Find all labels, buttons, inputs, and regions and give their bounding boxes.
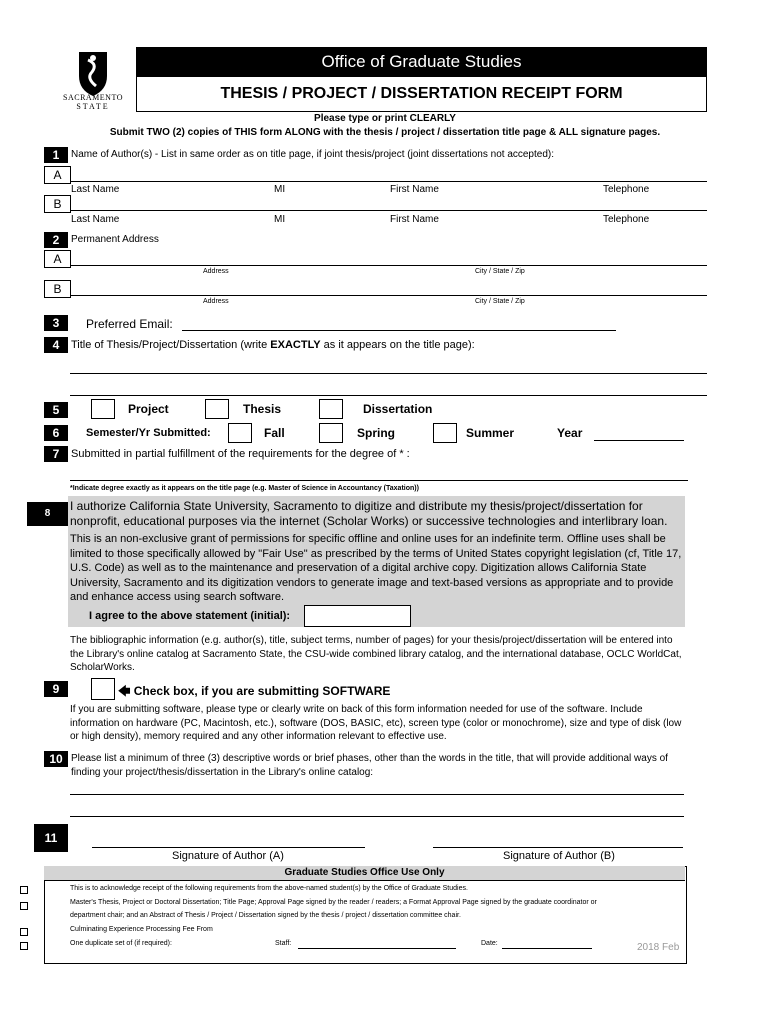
date-label: Date: [481, 940, 498, 947]
degree-field[interactable] [70, 480, 688, 481]
author-b-name-field[interactable] [70, 210, 707, 211]
section-8-number: 8 [27, 502, 68, 526]
section-2-label: Permanent Address [71, 234, 159, 245]
signature-b-field[interactable] [433, 847, 683, 848]
hornet-seal-icon [62, 48, 124, 98]
author-a-name-field[interactable] [70, 181, 707, 182]
email-label: Preferred Email: [86, 317, 173, 331]
author-b-first-label: First Name [390, 214, 439, 225]
address-b-address-label: Address [203, 298, 229, 305]
spring-checkbox[interactable] [319, 423, 343, 443]
instruction-print: Please type or print CLEARLY [314, 113, 456, 124]
office-row-4-checkbox[interactable] [20, 942, 28, 950]
degree-label: Submitted in partial fulfillment of the requirements for the degree of * : [71, 448, 410, 460]
address-a-csz-label: City / State / Zip [475, 268, 525, 275]
staff-field[interactable] [298, 948, 456, 949]
author-a-letter: A [44, 166, 71, 184]
fall-checkbox[interactable] [228, 423, 252, 443]
author-a-telephone-label: Telephone [603, 184, 650, 195]
degree-note: *Indicate degree exactly as it appears on the title page (e.g. Master of Science in Accountancy (Taxation)) [70, 485, 419, 492]
version-label: 2018 Feb [637, 942, 680, 953]
address-b-field[interactable] [70, 295, 707, 296]
office-row-3-text: Culminating Experience Processing Fee From [70, 926, 213, 933]
title-field-line-1[interactable] [70, 373, 707, 374]
form-title: THESIS / PROJECT / DISSERTATION RECEIPT FORM [136, 76, 707, 112]
authorization-text-2: This is an non-exclusive grant of permissions for specific offline and online uses for an indefinite term. Offline uses shall be limited to those specifically allowed by "Fair Use" as prescribed by the terms of United States copyright legislation (cf, Title 17, U.S. Code) as well as to the maintenance and preservation of a digital archive copy. Digitization allows California State University, Sacramento and its digitization vendors to generate image and text-based versions as appropriate and to provide and enhance access using search software. [70, 533, 682, 604]
bibliographic-text: The bibliographic information (e.g. author(s), title, subject terms, number of pages) for your thesis/project/dissertation will be entered into the Library's online catalog at Sacramento State, the CSU-wide combined library catalog, and the international database, OCLC WorldCat, ScholarWorks. [70, 635, 682, 673]
section-5-number: 5 [44, 402, 68, 418]
logo-text-line2: STATE [76, 102, 110, 111]
section-1-label: Name of Author(s) - List in same order as on title page, if joint thesis/project (joint dissertations not accepted): [71, 149, 555, 160]
office-row-1-checkbox[interactable] [20, 886, 28, 894]
instruction-submit: Submit TWO (2) copies of THIS form ALONG with the thesis / project / dissertation title page & ALL signature pages. [109, 127, 661, 138]
section-11-number: 11 [34, 824, 68, 852]
author-a-first-label: First Name [390, 184, 439, 195]
office-row-2-checkbox[interactable] [20, 902, 28, 910]
date-field[interactable] [502, 948, 592, 949]
author-b-mi-label: MI [274, 214, 286, 225]
section-4-number: 4 [44, 337, 68, 353]
address-a-field[interactable] [70, 265, 707, 266]
project-checkbox[interactable] [91, 399, 115, 419]
signature-a-label: Signature of Author (A) [172, 850, 284, 862]
software-label: 🡄 Check box, if you are submitting SOFTWARE [118, 684, 391, 698]
title-label-post: as it appears on the title page): [320, 339, 475, 351]
keywords-field-line-2[interactable] [70, 816, 684, 817]
summer-checkbox[interactable] [433, 423, 457, 443]
section-1-number: 1 [44, 147, 68, 163]
author-a-last-label: Last Name [71, 184, 120, 195]
year-field[interactable] [594, 440, 684, 441]
title-field-line-2[interactable] [70, 395, 707, 396]
signature-a-field[interactable] [92, 847, 365, 848]
logo-text-line1: SACRAMENTO [63, 93, 123, 102]
author-a-mi-label: MI [274, 184, 286, 195]
section-3-number: 3 [44, 315, 68, 331]
office-row-3-checkbox[interactable] [20, 928, 28, 936]
section-7-number: 7 [44, 446, 68, 462]
section-10-number: 10 [44, 751, 68, 767]
keywords-field-line-1[interactable] [70, 794, 684, 795]
address-b-csz-label: City / State / Zip [475, 298, 525, 305]
section-2-number: 2 [44, 232, 68, 248]
thesis-checkbox[interactable] [205, 399, 229, 419]
summer-label: Summer [466, 426, 515, 440]
authorization-text-1: I authorize California State University, Sacramento to digitize and distribute my thesis/project/dissertation for nonprofit, educational purposes via the internet (Scholar Works) or successive technologies and interlibrary loan. [70, 499, 668, 528]
author-b-letter: B [44, 195, 71, 213]
email-field[interactable] [182, 330, 616, 331]
spring-label: Spring [357, 426, 395, 440]
fall-label: Fall [264, 426, 285, 440]
office-row-2-text-b: department chair; and an Abstract of Thesis / Project / Dissertation signed by the thesis / project / dissertation committee chair. [70, 912, 461, 919]
software-checkbox[interactable] [91, 678, 115, 700]
dissertation-label: Dissertation [363, 402, 433, 416]
university-logo [62, 48, 124, 118]
address-b-letter: B [44, 280, 71, 298]
author-b-telephone-label: Telephone [603, 214, 650, 225]
title-label [71, 339, 475, 351]
agree-label: I agree to the above statement (initial): [89, 610, 291, 622]
staff-label: Staff: [275, 940, 292, 947]
office-row-1-text: This is to acknowledge receipt of the following requirements from the above-named student(s) by the Office of Graduate Studies. [70, 885, 468, 892]
signature-b-label: Signature of Author (B) [503, 850, 615, 862]
address-a-address-label: Address [203, 268, 229, 275]
initial-field[interactable] [304, 605, 411, 627]
office-row-4-text: One duplicate set of (if required): [70, 940, 172, 947]
office-row-2-text-a: Master's Thesis, Project or Doctoral Dissertation; Title Page; Approval Page signed by the reader / readers; a Format Approval Page signed by the graduate coordinator or [70, 899, 597, 906]
section-6-number: 6 [44, 425, 68, 441]
address-a-letter: A [44, 250, 71, 268]
author-b-last-label: Last Name [71, 214, 120, 225]
year-label: Year [557, 426, 583, 440]
office-use-title: Graduate Studies Office Use Only [44, 866, 685, 881]
thesis-label: Thesis [243, 402, 282, 416]
software-text: If you are submitting software, please type or clearly write on back of this form information needed for use of the software. Include information on hardware (PC, Macintosh, etc.), software (DOS, BASIC, etc), screen type (color or monochrome), size and type of disk (low or high density), memory required and any other information relevant to effective use. [70, 704, 682, 742]
semester-label: Semester/Yr Submitted: [86, 427, 211, 439]
keywords-text: Please list a minimum of three (3) descriptive words or brief phases, other than the words in the title, that will provide additional ways of finding your project/thesis/dissertation in the Library's online catalog: [71, 753, 668, 778]
dissertation-checkbox[interactable] [319, 399, 343, 419]
title-label-exactly: EXACTLY [270, 339, 321, 351]
section-9-number: 9 [44, 681, 68, 697]
title-label-pre: Title of Thesis/Project/Dissertation (write [71, 339, 271, 351]
project-label: Project [128, 402, 169, 416]
office-banner: Office of Graduate Studies [136, 47, 707, 76]
